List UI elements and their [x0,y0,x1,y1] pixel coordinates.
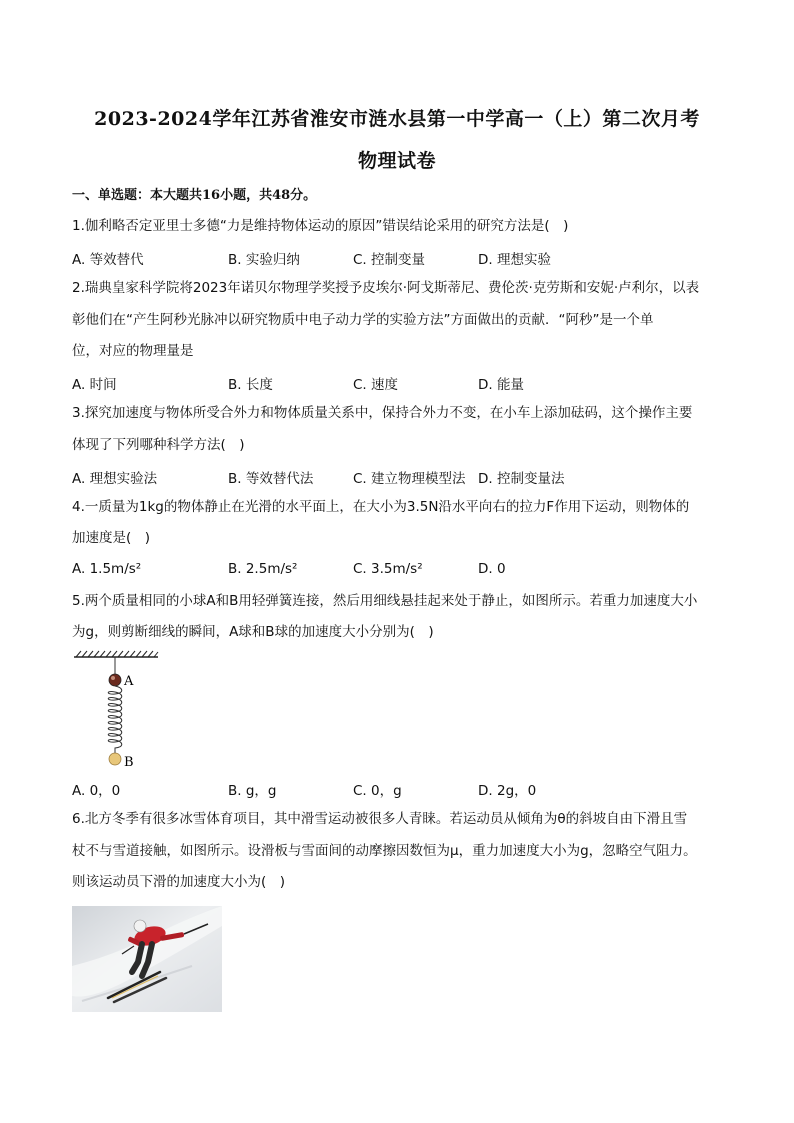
q1-option-c: C. 控制变量 [353,252,426,268]
q2-option-b: B. 长度 [228,377,273,393]
q4-option-b: B. 2.5m/s² [228,561,298,577]
q3-option-d: D. 控制变量法 [478,471,565,487]
q3-option-c: C. 建立物理模型法 [353,471,466,487]
spring [108,686,122,754]
q3-option-b: B. 等效替代法 [228,471,314,487]
q4-options [72,561,732,579]
skier-photo [72,906,222,1012]
q6-stem-line-1: 6.北方冬季有很多冰雪体育项目，其中滑雪运动被很多人青睐。若运动员从倾角为θ的斜坡自由下滑且雪 [72,811,688,827]
q5-stem-line-2: 为g，则剪断细线的瞬间，A球和B球的加速度大小分别为( ) [72,624,434,640]
exam-title: 2023-2024学年江苏省淮安市涟水县第一中学高一（上）第二次月考 [94,108,700,130]
q3-stem-line-2: 体现了下列哪种科学方法( ) [72,437,245,453]
q3-stem-line-1: 3.探究加速度与物体所受合外力和物体质量关系中，保持合外力不变，在小车上添加砝码，这个操作主要 [72,405,693,421]
q1-options [72,248,732,266]
q5-options [72,779,732,797]
q2-stem-line-1: 2.瑞典皇家科学院将2023年诺贝尔物理学奖授予皮埃尔·阿戈斯蒂尼、费伦茨·克劳斯和安妮·卢利尔，以表 [72,280,700,296]
q2-stem-line-3: 位，对应的物理量是 [72,343,194,359]
q1-option-d: D. 理想实验 [478,252,551,268]
q2-option-c: C. 速度 [353,377,399,393]
q5-option-b: B. g，g [228,783,277,799]
q3-options [72,467,732,485]
ball-a [109,674,121,686]
q4-option-a: A. 1.5m/s² [72,561,142,577]
q2-option-d: D. 能量 [478,377,524,393]
q2-options [72,373,732,391]
q6-stem-line-3: 则该运动员下滑的加速度大小为( ) [72,874,286,890]
q5-option-d: D. 2g，0 [478,783,537,799]
q3-option-a: A. 理想实验法 [72,471,158,487]
q5-option-a: A. 0，0 [72,783,121,799]
q1-option-a: A. 等效替代 [72,252,144,268]
exam-subtitle: 物理试卷 [357,150,436,172]
label-b: B [124,755,134,770]
q2-stem-line-2: 彰他们在“产生阿秒光脉冲以研究物质中电子动力学的实验方法”方面做出的贡献．“阿秒”是一个单 [72,312,654,328]
q6-stem-line-2: 杖不与雪道接触，如图所示。设滑板与雪面间的动摩擦因数恒为μ，重力加速度大小为g，忽略空气阻力。 [72,843,697,859]
q4-stem-line-2: 加速度是( ) [72,530,151,546]
q5-stem-line-1: 5.两个质量相同的小球A和B用轻弹簧连接，然后用细线悬挂起来处于静止，如图所示。若重力加速度大小 [72,593,698,609]
label-a: A [124,674,134,689]
q4-option-c: C. 3.5m/s² [353,561,423,577]
ball-b [109,753,121,765]
q1-option-b: B. 实验归纳 [228,252,300,268]
spring-balls-figure [72,648,172,772]
q5-option-c: C. 0，g [353,783,402,799]
q4-option-d: D. 0 [478,561,506,577]
section-heading: 一、单选题：本大题共16小题，共48分。 [72,188,317,203]
q1-stem-line-1: 1.伽利略否定亚里士多德“力是维持物体运动的原因”错误结论采用的研究方法是( ) [72,218,569,234]
q2-option-a: A. 时间 [72,377,117,393]
ceiling-hatch [74,651,158,657]
q4-stem-line-1: 4.一质量为1kg的物体静止在光滑的水平面上，在大小为3.5N沿水平向右的拉力F作用下运动，则物体的 [72,499,690,515]
